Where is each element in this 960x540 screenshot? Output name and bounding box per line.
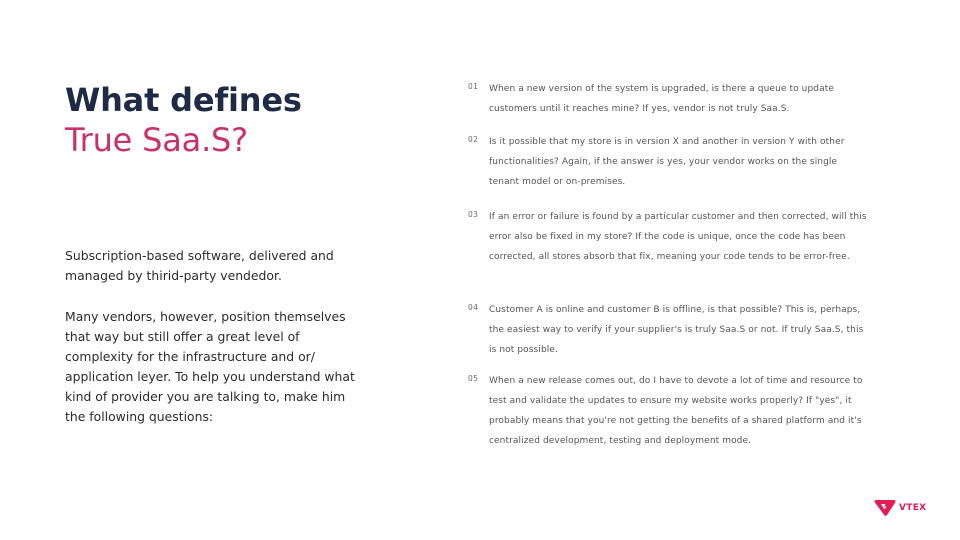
question-number: 01 [468,82,479,91]
question-text: Customer A is online and customer B is offline, is that possible? This is, perhaps, the easiest way to verify if your supplier's is truly Saa.S or not. If truly Saa.S, this is not possible. [489,305,864,355]
vtex-logo [874,500,926,516]
intro-paragraph: Subscription-based software, delivered and managed by thirid-party vendedor. [65,248,334,283]
question-number: 05 [468,374,479,383]
vtex-wordmark: VTEX [899,503,927,513]
question-number: 04 [468,303,479,312]
question-text: When a new release comes out, do I have to devote a lot of time and resource to test and validate the updates to ensure my website works properly? If "yes", it probably means that you're not getting the benefits of a shared platform and it's centralized development, testing and deployment mode. [489,376,863,446]
question-text: Is it possible that my store is in version X and another in version Y with other functionalities? Again, if the answer is yes, your vendor works on the single tenant model or on-premises. [489,137,845,187]
question-text: If an error or failure is found by a particular customer and then corrected, will this error also be fixed in my store? If the code is unique, once the code has been corrected, all stores absorb that fix, meaning your code tends to be error-free. [489,212,867,262]
slide-title [65,80,302,160]
vtex-logo-icon [874,500,896,516]
question-number: 02 [468,135,479,144]
question-text: When a new version of the system is upgraded, is there a queue to update customers until it reaches mine? If yes, vendor is not truly Saa.S. [489,84,834,114]
title-line-1: What defines [65,81,302,119]
title-line-2: True Saa.S? [65,121,248,159]
body-paragraph: Many vendors, however, position themselves that way but still offer a great level of complexity for the infrastructure and or/ application leyer. To help you understand what kind of provider you are talking to, make him the following questions: [65,309,355,424]
question-number: 03 [468,210,479,219]
